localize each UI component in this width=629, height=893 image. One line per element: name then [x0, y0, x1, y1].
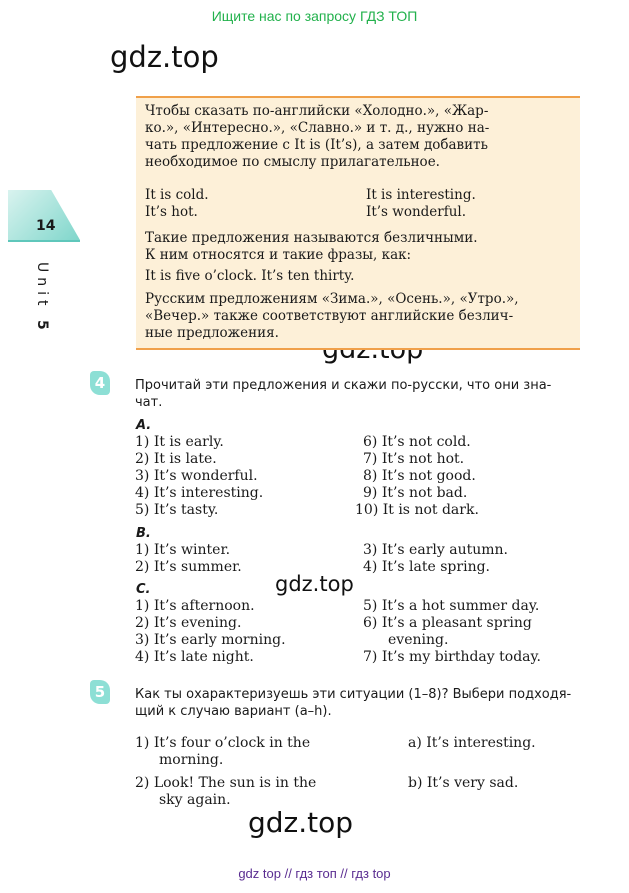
- unit-label: Unit 5: [34, 262, 50, 335]
- watermark-logo: gdz.top: [275, 572, 354, 596]
- situation-item: sky again.: [159, 792, 231, 808]
- list-item: 3) It’s early morning.: [135, 632, 286, 648]
- exercise-4-task: Прочитай эти предложения и скажи по-русски, что они зна- чат.: [135, 378, 552, 410]
- rule-intro: Чтобы сказать по-английски «Холодно.», «Жар- ко.», «Интересно.», «Славно.» и т. д., нужно на- чать предложение с It is (It’s), а затем добавить необходимое по смыслу прилагательное.: [145, 103, 490, 170]
- list-item: 7) It’s not hot.: [363, 451, 465, 467]
- list-item: 6) It’s a pleasant spring: [363, 615, 532, 631]
- section-b-left-list: [135, 542, 242, 576]
- list-item: 3) It’s wonderful.: [135, 468, 258, 484]
- rule-example: It’s hot.: [145, 204, 198, 220]
- list-item: 2) It’s evening.: [135, 615, 242, 631]
- list-item: 5) It’s tasty.: [135, 502, 219, 518]
- exercise-5-task: Как ты охарактеризуешь эти ситуации (1–8)? Выбери подходя- щий к случаю вариант (a–h).: [135, 687, 572, 719]
- variant-item: b) It’s very sad.: [408, 775, 519, 791]
- rule-example: It is interesting.: [366, 187, 476, 203]
- exercise-4-number-badge: 4: [90, 371, 110, 395]
- section-b-label: B.: [136, 526, 151, 541]
- list-item: 4) It’s interesting.: [135, 485, 264, 501]
- list-item: 2) It’s summer.: [135, 559, 242, 575]
- list-item: 7) It’s my birthday today.: [363, 649, 542, 665]
- rule-seasons: Русским предложениям «Зима.», «Осень.», «Утро.», «Вечер.» также соответствуют английские безлич- ные предложения.: [145, 291, 519, 341]
- list-item: 3) It’s early autumn.: [363, 542, 508, 558]
- watermark-logo: gdz.top: [110, 40, 219, 74]
- section-a-label: A.: [136, 418, 152, 433]
- rule-impersonal: Такие предложения называются безличными. К ним относятся и такие фразы, как:: [145, 230, 478, 263]
- footer-links[interactable]: gdz top // гдз топ // гдз top: [238, 866, 391, 881]
- rule-example: It’s wonderful.: [366, 204, 467, 220]
- list-item: 2) It is late.: [135, 451, 217, 467]
- list-item: 10) It is not dark.: [355, 502, 479, 518]
- exercise-5-number-badge: 5: [90, 680, 110, 704]
- section-c-label: C.: [136, 582, 151, 597]
- list-item: 1) It is early.: [135, 434, 224, 450]
- list-item: 4) It’s late spring.: [363, 559, 490, 575]
- unit-number: 5: [34, 319, 50, 335]
- section-b-right-list: [363, 542, 508, 576]
- list-item: 6) It’s not cold.: [363, 434, 471, 450]
- section-a-left-list: [135, 434, 263, 519]
- section-c-left-list: [135, 598, 286, 666]
- list-item: 1) It’s winter.: [135, 542, 231, 558]
- list-item: 4) It’s late night.: [135, 649, 254, 665]
- variant-item: a) It’s interesting.: [408, 735, 536, 751]
- situation-item: morning.: [159, 752, 224, 768]
- section-a-right-list: [355, 434, 479, 519]
- section-c-right-list: [363, 598, 541, 666]
- list-item: evening.: [388, 632, 449, 648]
- situation-item: 1) It’s four o’clock in the: [135, 735, 311, 751]
- list-item: 1) It’s afternoon.: [135, 598, 255, 614]
- list-item: 9) It’s not bad.: [363, 485, 468, 501]
- list-item: 8) It’s not good.: [363, 468, 476, 484]
- list-item: 5) It’s a hot summer day.: [363, 598, 540, 614]
- page-number: 14: [36, 218, 56, 234]
- situation-item: 2) Look! The sun is in the: [135, 775, 317, 791]
- rule-time: It is five o’clock. It’s ten thirty.: [145, 268, 355, 284]
- top-banner[interactable]: Ищите нас по запросу ГДЗ ТОП: [211, 8, 418, 24]
- watermark-logo: gdz.top: [248, 806, 354, 839]
- page-tab-line: [8, 240, 80, 242]
- rule-example: It is cold.: [145, 187, 209, 203]
